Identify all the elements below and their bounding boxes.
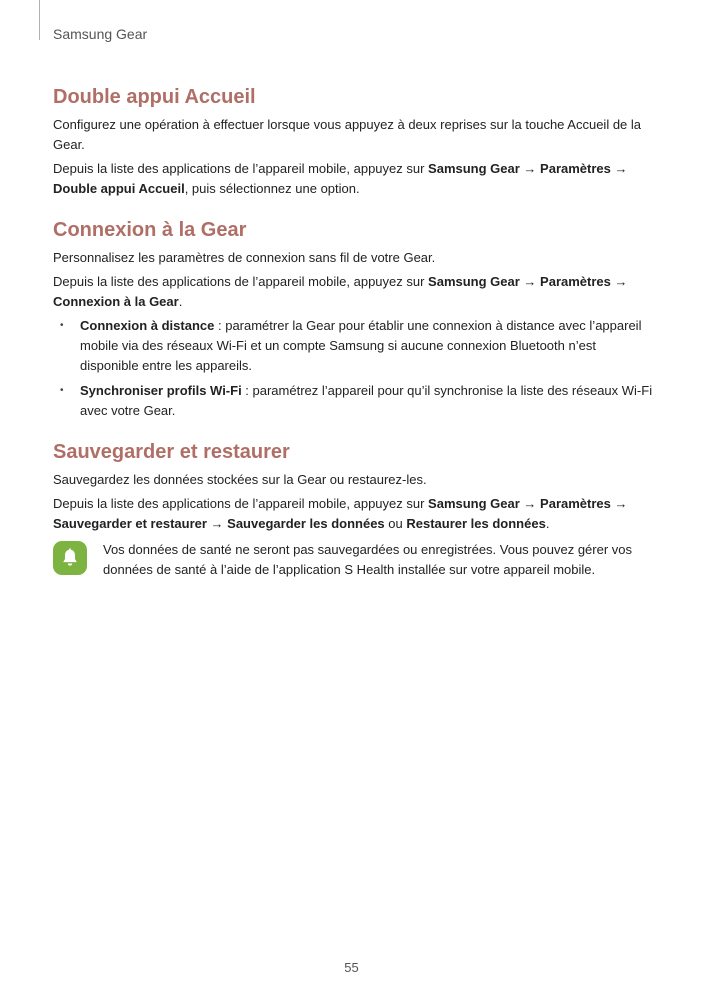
note-text: Vos données de santé ne seront pas sauvegardées ou enregistrées. Vous pouvez gérer vos données de santé à l’aide de l’application S Health installée sur votre appareil mobile. [103,542,633,577]
bell-icon [53,541,87,575]
section-intro: Sauvegardez les données stockées sur la Gear ou restaurez-les. [53,472,427,487]
section-intro: Configurez une opération à effectuer lorsque vous appuyez à deux reprises sur la touche Accueil de la Gear. [53,117,642,152]
section-sauvegarder [53,439,653,580]
section-instructions: Depuis la liste des applications de l’appareil mobile, appuyez sur Samsung Gear → Paramètres → Sauvegarder et restaurer → Sauvegarder les données ou Restaurer les données. [53,496,628,531]
note-box [53,540,653,580]
section-intro: Personnalisez les paramètres de connexion sans fil de votre Gear. [53,250,436,265]
section-connexion [53,217,653,421]
section-instructions: Depuis la liste des applications de l’appareil mobile, appuyez sur Samsung Gear → Paramètres → Connexion à la Gear. [53,274,628,309]
page-number: 55 [344,960,359,975]
section-title: Connexion à la Gear [53,219,247,241]
section-double-appui [53,84,653,199]
header-rule [39,0,40,40]
section-title: Sauvegarder et restaurer [53,441,290,463]
list-item: • Connexion à distance : paramétrer la Gear pour établir une connexion à distance avec l’appareil mobile via des réseaux Wi-Fi et un compte Samsung si aucune connexion Bluetooth n’est disponible entre les appareils. [53,316,653,376]
page-content [53,84,653,598]
running-header: Samsung Gear [53,26,148,42]
option-list [53,316,653,421]
list-item: • Synchroniser profils Wi-Fi : paramétrez l’appareil pour qu’il synchronise la liste des réseaux Wi-Fi avec votre Gear. [53,381,653,421]
section-title: Double appui Accueil [53,86,256,108]
section-instructions: Depuis la liste des applications de l’appareil mobile, appuyez sur Samsung Gear → Paramètres → Double appui Accueil, puis sélectionnez une option. [53,161,628,196]
